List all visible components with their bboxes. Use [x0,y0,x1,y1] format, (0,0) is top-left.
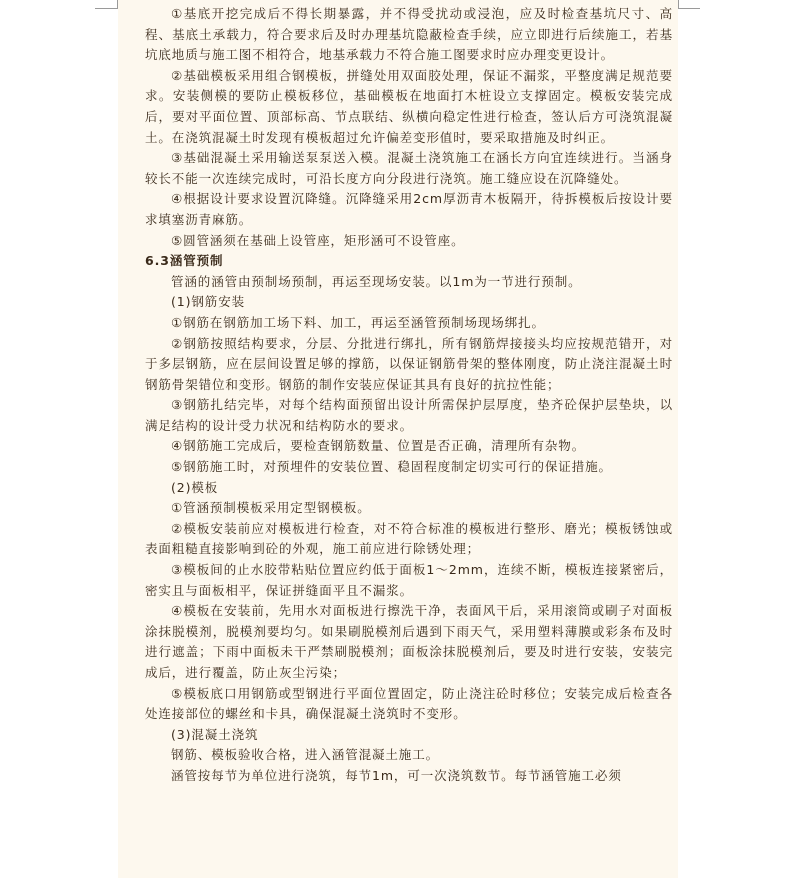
paragraph: ③基础混凝土采用输送泵泵送入模。混凝土浇筑施工在涵长方向宜连续进行。当涵身较长不能一次连续完成时，可沿长度方向分段进行浇筑。施工缝应设在沉降缝处。 [145,150,673,186]
crop-mark-top-left [95,8,117,9]
paragraph: ④钢筋施工完成后，要检查钢筋数量、位置是否正确，清理所有杂物。 [171,438,586,454]
paragraph: ⑤圆管涵须在基础上设管座，矩形涵可不设管座。 [171,232,465,248]
paragraph: ④模板在安装前，先用水对面板进行擦洗干净，表面风干后，采用滚筒或刷子对面板涂抹脱模剂，脱模剂要均匀。如果刷脱模剂后遇到下雨天气，采用塑料薄膜或彩条布及时进行遮盖；下雨中面板未干严禁刷脱模剂；面板涂抹脱模剂后，要及时进行安装，安装完成后，进行覆盖，防止灰尘污染； [145,603,673,680]
paragraph: ①钢筋在钢筋加工场下料、加工，再运至涵管预制场现场绑扎。 [171,314,545,330]
crop-mark-top-right [678,8,700,9]
paragraph: 钢筋、模板验收合格，进入涵管混凝土施工。 [171,747,440,763]
paragraph: ③模板间的止水胶带粘贴位置应约低于面板1～2mm，连续不断，模板连接紧密后，密实且与面板相平，保证拼缝面平且不漏浆。 [145,562,673,598]
paragraph: 涵管按每节为单位进行浇筑，每节1m，可一次浇筑数节。每节涵管施工必须 [171,767,622,783]
page-content [145,4,673,787]
paragraph: ②基础模板采用组合钢模板，拼缝处用双面胶处理，保证不漏浆，平整度满足规范要求。安装侧模的要防止模板移位，基础模板在地面打木桩设立支撑固定。模板安装完成后，要对平面位置、顶部标高、节点联结、纵横向稳定性进行检查，签认后方可浇筑混凝土。在浇筑混凝土时发现有模板超过允许偏差变形值时，要采取措施及时纠正。 [145,67,673,145]
paragraph: ⑤模板底口用钢筋或型钢进行平面位置固定，防止浇注砼时移位；安装完成后检查各处连接部位的螺丝和卡具，确保混凝土浇筑时不变形。 [145,685,673,722]
paragraph: ①基底开挖完成后不得长期暴露，并不得受扰动或浸泡，应及时检查基坑尺寸、高程、基底土承载力，符合要求后及时办理基坑隐蔽检查手续，应立即进行后续施工，若基坑底地质与施工图不相符合，地基承载力不符合施工图要求时应办理变更设计。 [145,6,673,63]
document-page [118,0,678,878]
crop-mark-top-right-vertical [678,0,679,9]
paragraph: ②钢筋按照结构要求，分层、分批进行绑扎，所有钢筋焊接接头均应按规范错开，对于多层钢筋，应在层间设置足够的撑筋，以保证钢筋骨架的整体刚度，防止浇注混凝土时钢筋骨架错位和变形。钢筋的制作安装应保证其具有良好的抗拉性能； [145,335,673,392]
paragraph: 管涵的涵管由预制场预制，再运至现场安装。以1m为一节进行预制。 [171,273,582,289]
paragraph: ④根据设计要求设置沉降缝。沉降缝采用2cm厚沥青木板隔开，待拆模板后按设计要求填塞沥青麻筋。 [145,191,673,227]
paragraph: (1)钢筋安装 [171,294,246,310]
section-heading: 6.3涵管预制 [145,253,224,269]
paragraph: ③钢筋扎结完毕，对每个结构面预留出设计所需保护层厚度，垫齐砼保护层垫块，以满足结构的设计受力状况和结构防水的要求。 [145,397,673,433]
paragraph: ①管涵预制模板采用定型钢模板。 [171,500,371,516]
paragraph: (2)模板 [171,479,219,495]
paragraph: ⑤钢筋施工时，对预埋件的安装位置、稳固程度制定切实可行的保证措施。 [171,459,612,475]
paragraph: (3)混凝土浇筑 [171,726,259,742]
paragraph: ②模板安装前应对模板进行检查，对不符合标准的模板进行整形、磨光；模板锈蚀或表面粗糙直接影响到砼的外观，施工前应进行除锈处理； [145,520,673,557]
